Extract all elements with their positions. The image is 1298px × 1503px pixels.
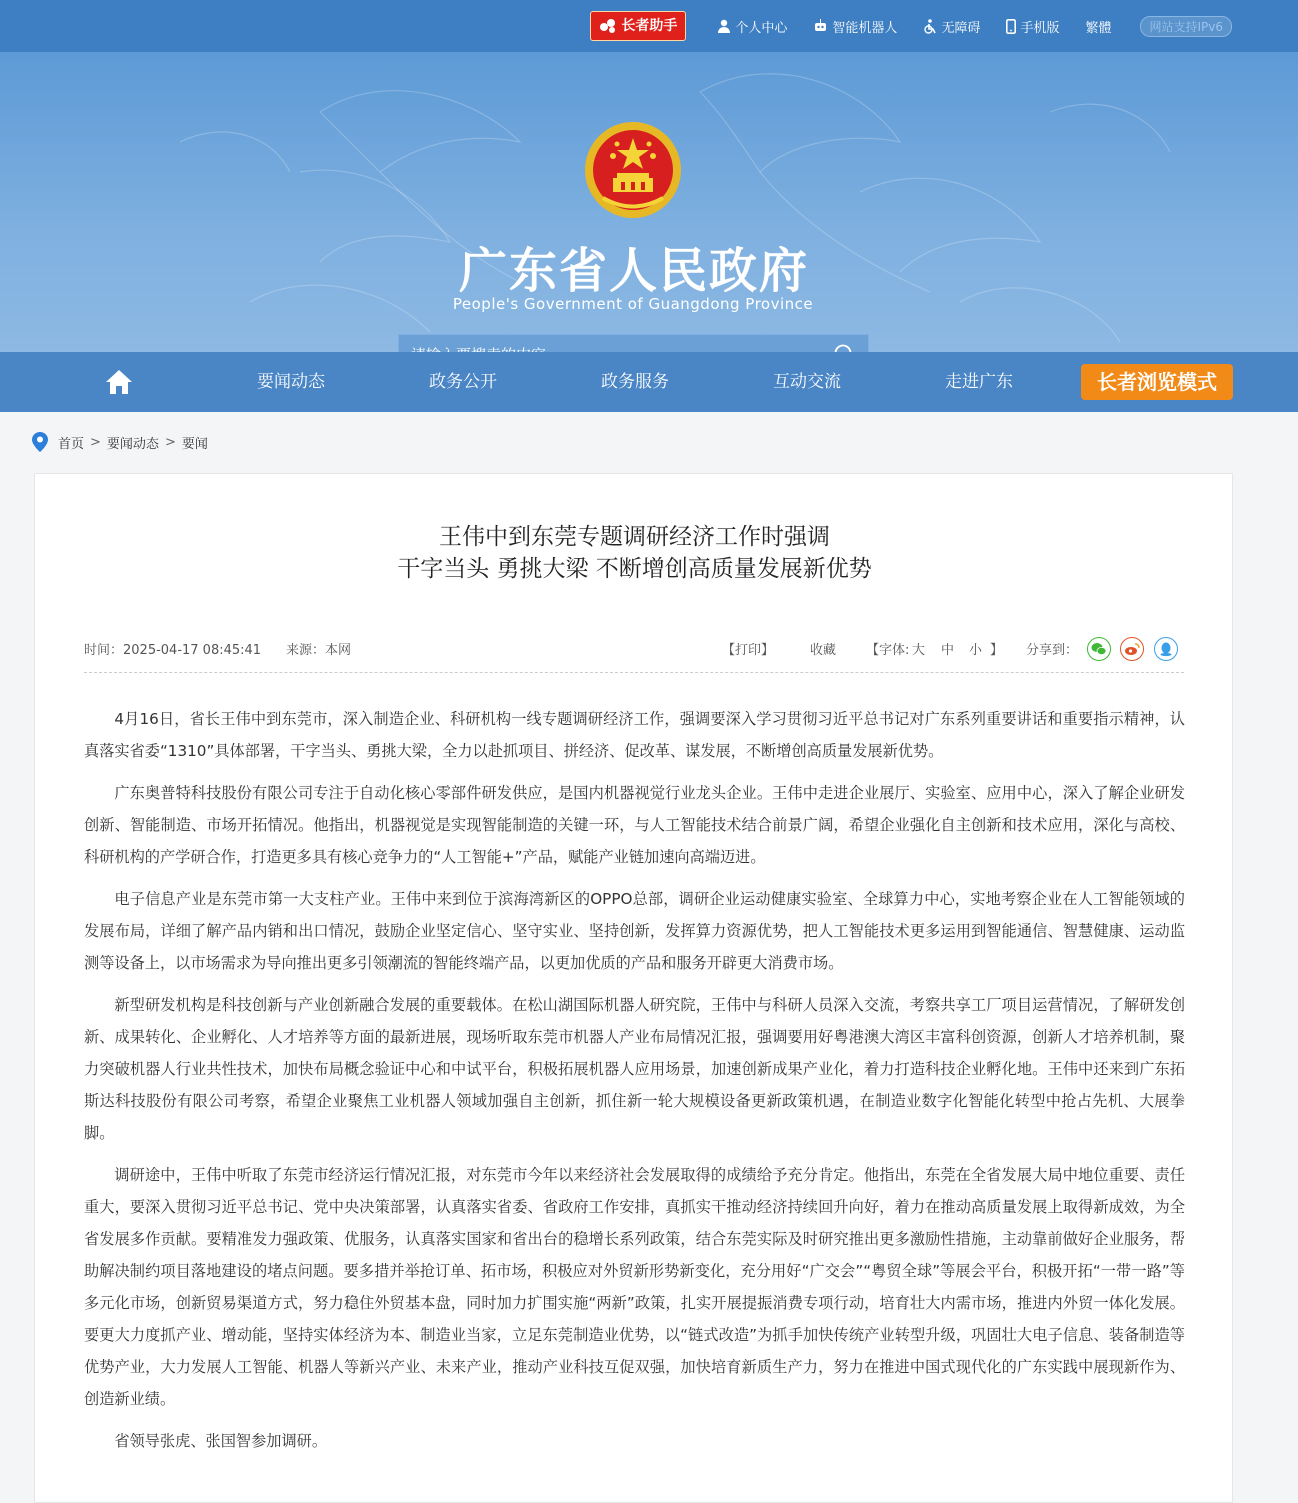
- article-body: [84, 703, 1185, 1467]
- smart-robot-label: 智能机器人: [832, 20, 898, 36]
- nav-home-button[interactable]: [104, 368, 134, 400]
- article-title-line2: 干字当头 勇挑大梁 不断增创高质量发展新优势: [397, 556, 872, 582]
- article-paragraph: 省领导张虎、张国智参加调研。: [114, 1432, 328, 1450]
- article-paragraph: 4月16日，省长王伟中到东莞市，深入制造企业、科研机构一线专题调研经济工作，强调要深入学习贯彻习近平总书记对广东系列重要讲话和重要指示精神，认真落实省委“1310”具体部署，干字当头、勇挑大梁，全力以赴抓项目、拼经济、促改革、谋发展，不断增创高质量发展新优势。: [84, 710, 1185, 760]
- elder-helper-button[interactable]: [590, 11, 686, 41]
- publish-time: 时间：2025-04-17 08:45:41: [84, 643, 262, 658]
- weibo-icon[interactable]: [1120, 637, 1144, 661]
- breadcrumb-separator: >: [90, 434, 101, 450]
- article-paragraph: 新型研发机构是科技创新与产业创新融合发展的重要载体。在松山湖国际机器人研究院，王伟中与科研人员深入交流，考察共享工厂项目运营情况，了解研发创新、成果转化、企业孵化、人才培养等方面的最新进展，现场听取东莞市机器人产业布局情况汇报，强调要用好粤港澳大湾区丰富科创资源，创新人才培养机制，聚力突破机器人行业共性技术，加快布局概念验证中心和中试平台，积极拓展机器人应用场景，加速创新成果产业化，着力打造科技企业孵化地。王伟中还来到广东拓斯达科技股份有限公司考察，希望企业聚焦工业机器人领域加强自主创新，抓住新一轮大规模设备更新政策机遇，在制造业数字化智能化转型中抢占先机、大展拳脚。: [84, 996, 1185, 1142]
- search-icon: [833, 343, 857, 352]
- qq-icon[interactable]: [1154, 637, 1178, 661]
- print-button[interactable]: 【打印】: [722, 643, 775, 658]
- elder-helper-icon: [599, 18, 617, 34]
- article-meta: [84, 637, 1184, 673]
- nav-item-gov-services[interactable]: 政务服务: [601, 372, 669, 392]
- site-subtitle: People's Government of Guangdong Province: [452, 295, 814, 313]
- breadcrumb-news[interactable]: 要闻动态: [106, 436, 159, 452]
- search-button[interactable]: [822, 335, 868, 352]
- smart-robot-link[interactable]: [813, 17, 897, 36]
- nav-item-news[interactable]: 要闻动态: [257, 372, 325, 392]
- national-emblem-icon: [583, 120, 683, 220]
- accessibility-label: 无障碍: [941, 20, 981, 36]
- nav-item-about-guangdong[interactable]: 走进广东: [945, 372, 1013, 392]
- traditional-chinese-label: 繁體: [1085, 20, 1112, 36]
- elder-helper-label: 长者助手: [621, 18, 678, 34]
- robot-icon: [813, 19, 828, 33]
- site-title: 广东省人民政府: [458, 243, 809, 299]
- font-size-label: 【字体:: [866, 643, 910, 658]
- header-banner: [0, 52, 1298, 352]
- font-small-button[interactable]: 小: [969, 643, 983, 658]
- search-bar: [398, 334, 869, 352]
- wechat-icon[interactable]: [1087, 637, 1111, 661]
- search-input[interactable]: [399, 335, 822, 352]
- nav-item-gov-affairs-open[interactable]: 政务公开: [429, 372, 497, 392]
- personal-center-label: 个人中心: [735, 20, 788, 36]
- share-label: 分享到：: [1026, 643, 1079, 658]
- elder-browse-mode-button[interactable]: 长者浏览模式: [1081, 364, 1233, 400]
- accessibility-icon: [923, 19, 937, 34]
- article-paragraph: 电子信息产业是东莞市第一大支柱产业。王伟中来到位于滨海湾新区的OPPO总部，调研企业运动健康实验室、全球算力中心，实地考察企业在人工智能领域的发展布局，详细了解产品内销和出口情况，鼓励企业坚定信心、坚守实业、坚持创新，发挥算力资源优势，把人工智能技术更多运用到智能通信、智慧健康、运动监测等设备上，以市场需求为导向推出更多引领潮流的智能终端产品，以更加优质的产品和服务开辟更大消费市场。: [84, 890, 1185, 972]
- mobile-version-label: 手机版: [1020, 20, 1060, 36]
- breadcrumb-separator: >: [164, 434, 176, 450]
- main-nav: [0, 352, 1298, 412]
- article-card: [34, 473, 1233, 1503]
- article-title: [35, 521, 1234, 585]
- nav-item-interaction[interactable]: 互动交流: [773, 372, 841, 392]
- font-medium-button[interactable]: 中: [941, 643, 955, 658]
- favorite-button[interactable]: 收藏: [810, 643, 837, 658]
- mobile-version-link[interactable]: [1006, 17, 1059, 36]
- home-icon: [104, 368, 134, 396]
- top-bar: [0, 0, 1298, 52]
- mobile-icon: [1006, 19, 1016, 34]
- location-pin-icon: [32, 432, 48, 452]
- article-title-line1: 王伟中到东莞专题调研经济工作时强调: [439, 524, 830, 550]
- traditional-chinese-link[interactable]: [1085, 17, 1111, 36]
- font-size-close: 】: [990, 643, 1004, 658]
- personal-center-link[interactable]: [717, 17, 787, 36]
- breadcrumb: [32, 432, 208, 452]
- font-large-button[interactable]: 大: [912, 643, 926, 658]
- article-paragraph: 广东奥普特科技股份有限公司专注于自动化核心零部件研发供应，是国内机器视觉行业龙头企业。王伟中走进企业展厅、实验室、应用中心，深入了解企业研发创新、智能制造、市场开拓情况。他指出，机器视觉是实现智能制造的关键一环，与人工智能技术结合前景广阔，希望企业强化自主创新和技术应用，深化与高校、科研机构的产学研合作，打造更多具有核心竞争力的“人工智能+”产品，赋能产业链加速向高端迈进。: [84, 784, 1185, 866]
- ipv6-badge: 网站支持IPv6: [1140, 16, 1232, 37]
- user-icon: [717, 19, 731, 33]
- article-source: 来源：本网: [286, 643, 352, 658]
- accessibility-link[interactable]: [923, 17, 980, 36]
- breadcrumb-home[interactable]: 首页: [58, 436, 85, 452]
- breadcrumb-current[interactable]: 要闻: [181, 436, 208, 452]
- article-paragraph: 调研途中，王伟中听取了东莞市经济运行情况汇报，对东莞市今年以来经济社会发展取得的成绩给予充分肯定。他指出，东莞在全省发展大局中地位重要、责任重大，要深入贯彻习近平总书记、党中央决策部署，认真落实省委、省政府工作安排，真抓实干推动经济持续回升向好，着力在推动高质量发展上取得新成效，为全省发展多作贡献。要精准发力强政策、优服务，认真落实国家和省出台的稳增长系列政策，结合东莞实际及时研究推出更多激励性措施，主动靠前做好企业服务，帮助解决制约项目落地建设的堵点问题。要多措并举抢订单、拓市场，积极应对外贸新形势新变化，充分用好“广交会”“粤贸全球”等展会平台，积极开拓“一带一路”等多元化市场，创新贸易渠道方式，努力稳住外贸基本盘，同时加力扩围实施“两新”政策，扎实开展提振消费专项行动，培育壮大内需市场，推进内外贸一体化发展。要更大力度抓产业、增动能，坚持实体经济为本、制造业当家，立足东莞制造业优势，以“链式改造”为抓手加快传统产业转型升级，巩固壮大电子信息、装备制造等优势产业，大力发展人工智能、机器人等新兴产业、未来产业，推动产业科技互促双强，加快培育新质生产力，努力在推进中国式现代化的广东实践中展现新作为、创造新业绩。: [84, 1166, 1185, 1408]
